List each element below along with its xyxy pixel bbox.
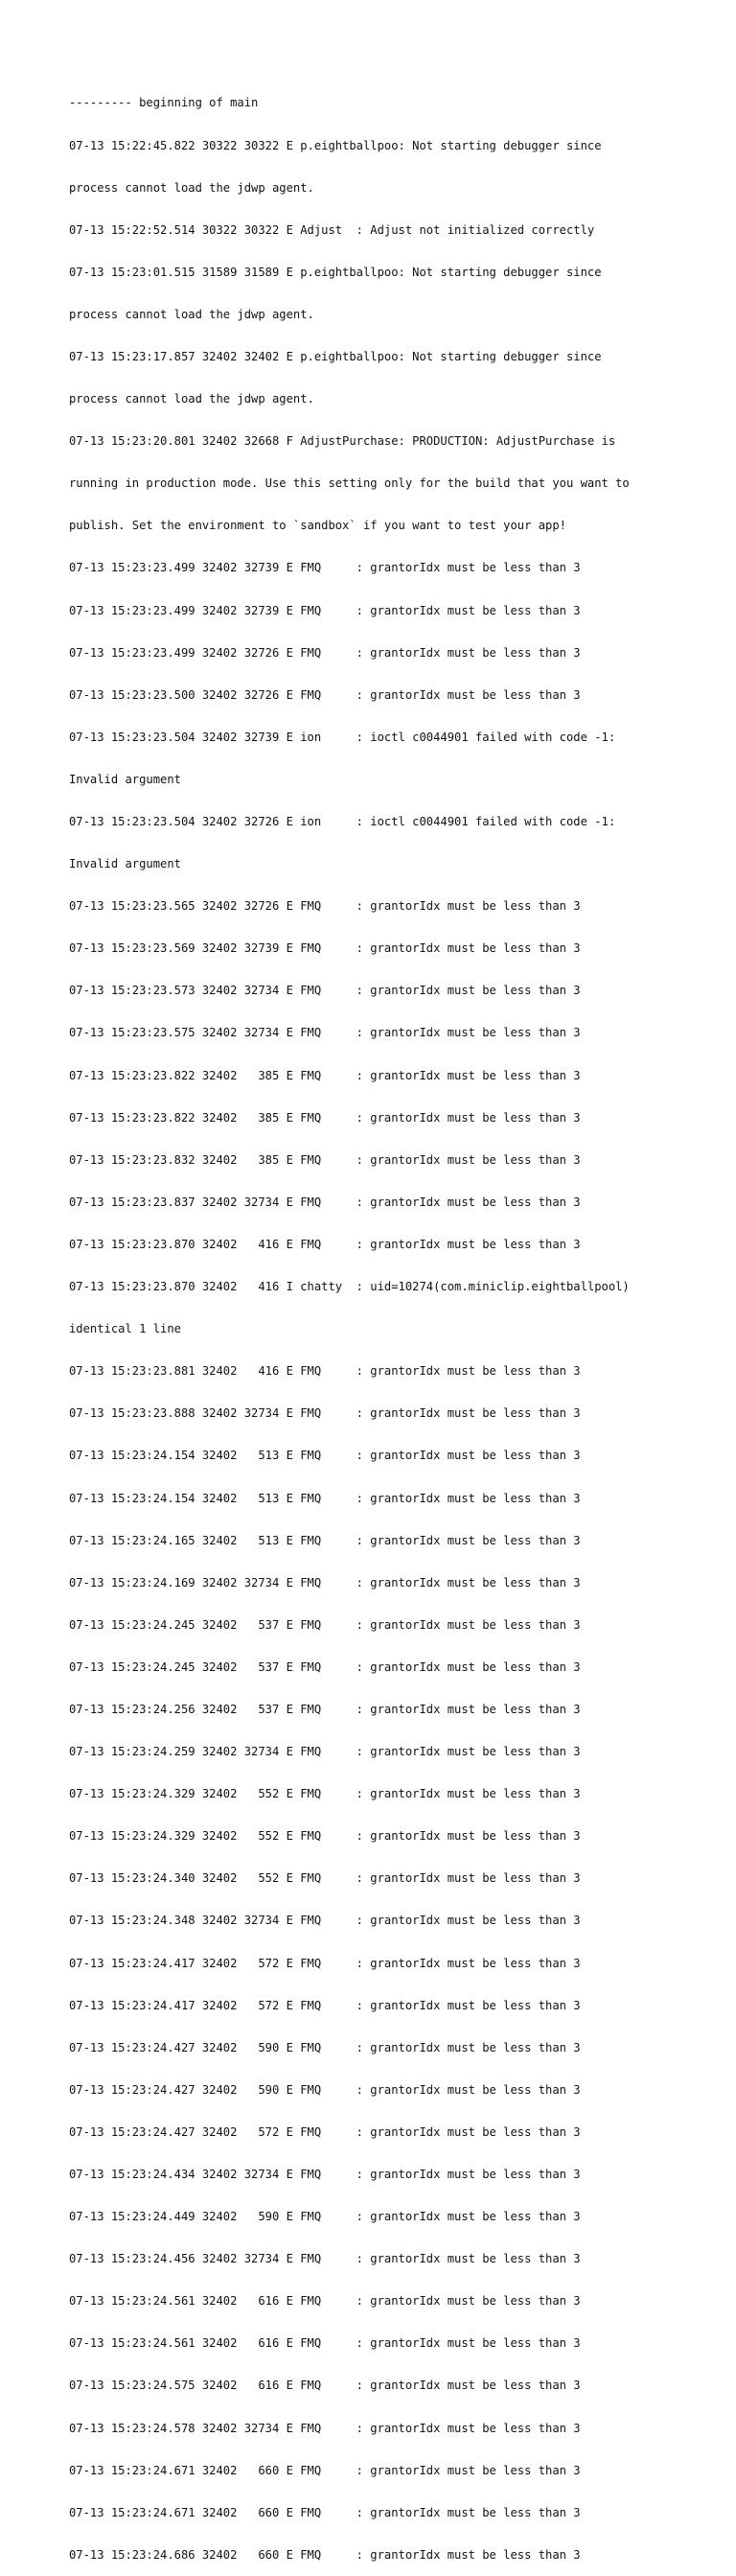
log-line: 07-13 15:23:23.499 32402 32739 E FMQ : grantorIdx must be less than 3 [69, 603, 581, 617]
log-line: 07-13 15:23:24.259 32402 32734 E FMQ : grantorIdx must be less than 3 [69, 1745, 581, 1759]
log-line: publish. Set the environment to `sandbox` if you want to test your app! [69, 519, 566, 533]
log-line: process cannot load the jdwp agent. [69, 392, 314, 406]
log-line: 07-13 15:23:23.837 32402 32734 E FMQ : grantorIdx must be less than 3 [69, 1195, 581, 1209]
log-line: 07-13 15:23:24.427 32402 572 E FMQ : grantorIdx must be less than 3 [69, 2124, 581, 2139]
log-line: process cannot load the jdwp agent. [69, 307, 314, 321]
log-line: 07-13 15:23:23.822 32402 385 E FMQ : grantorIdx must be less than 3 [69, 1110, 581, 1125]
log-line: Invalid argument [69, 857, 181, 871]
log-line: 07-13 15:23:20.801 32402 32668 F AdjustPurchase: PRODUCTION: AdjustPurchase is [69, 434, 616, 449]
log-text-block [69, 68, 682, 2576]
log-line: 07-13 15:23:24.417 32402 572 E FMQ : grantorIdx must be less than 3 [69, 1956, 581, 1970]
log-line: 07-13 15:23:24.245 32402 537 E FMQ : grantorIdx must be less than 3 [69, 1659, 581, 1674]
log-line: 07-13 15:23:24.154 32402 513 E FMQ : grantorIdx must be less than 3 [69, 1491, 581, 1505]
log-line: 07-13 15:23:24.449 32402 590 E FMQ : grantorIdx must be less than 3 [69, 2210, 581, 2224]
log-line: 07-13 15:23:24.417 32402 572 E FMQ : grantorIdx must be less than 3 [69, 1998, 581, 2012]
log-line: 07-13 15:23:24.686 32402 660 E FMQ : grantorIdx must be less than 3 [69, 2547, 581, 2562]
log-line: 07-13 15:23:24.561 32402 616 E FMQ : grantorIdx must be less than 3 [69, 2294, 581, 2309]
log-line: running in production mode. Use this setting only for the build that you want to [69, 476, 630, 491]
log-line: 07-13 15:23:23.565 32402 32726 E FMQ : grantorIdx must be less than 3 [69, 899, 581, 914]
log-line: 07-13 15:23:24.578 32402 32734 E FMQ : grantorIdx must be less than 3 [69, 2421, 581, 2435]
log-line: 07-13 15:22:52.514 30322 30322 E Adjust : Adjust not initialized correctly [69, 222, 595, 237]
log-line: 07-13 15:23:24.671 32402 660 E FMQ : grantorIdx must be less than 3 [69, 2463, 581, 2477]
log-line: 07-13 15:23:23.870 32402 416 E FMQ : grantorIdx must be less than 3 [69, 1237, 581, 1251]
log-line: 07-13 15:23:23.500 32402 32726 E FMQ : grantorIdx must be less than 3 [69, 687, 581, 702]
log-line: 07-13 15:23:23.822 32402 385 E FMQ : grantorIdx must be less than 3 [69, 1068, 581, 1082]
log-line: 07-13 15:23:24.434 32402 32734 E FMQ : grantorIdx must be less than 3 [69, 2168, 581, 2181]
log-line: 07-13 15:23:17.857 32402 32402 E p.eightballpoo: Not starting debugger since [69, 349, 602, 363]
log-line: 07-13 15:23:23.573 32402 32734 E FMQ : grantorIdx must be less than 3 [69, 984, 581, 998]
log-line: 07-13 15:23:24.329 32402 552 E FMQ : grantorIdx must be less than 3 [69, 1829, 581, 1844]
log-line: Invalid argument [69, 772, 181, 786]
log-line: process cannot load the jdwp agent. [69, 180, 314, 195]
log-line: 07-13 15:23:23.881 32402 416 E FMQ : grantorIdx must be less than 3 [69, 1364, 581, 1379]
log-line: 07-13 15:22:45.822 30322 30322 E p.eightballpoo: Not starting debugger since [69, 138, 602, 152]
log-line: 07-13 15:23:23.504 32402 32739 E ion : ioctl c0044901 failed with code -1: [69, 730, 616, 744]
log-line: 07-13 15:23:24.169 32402 32734 E FMQ : grantorIdx must be less than 3 [69, 1575, 581, 1590]
log-line: 07-13 15:23:24.671 32402 660 E FMQ : grantorIdx must be less than 3 [69, 2505, 581, 2519]
log-line: 07-13 15:23:24.154 32402 513 E FMQ : grantorIdx must be less than 3 [69, 1449, 581, 1463]
log-line: 07-13 15:23:24.575 32402 616 E FMQ : grantorIdx must be less than 3 [69, 2379, 581, 2393]
log-line: 07-13 15:23:24.561 32402 616 E FMQ : grantorIdx must be less than 3 [69, 2336, 581, 2351]
log-line: 07-13 15:23:23.504 32402 32726 E ion : ioctl c0044901 failed with code -1: [69, 815, 616, 828]
log-line: 07-13 15:23:24.456 32402 32734 E FMQ : grantorIdx must be less than 3 [69, 2252, 581, 2266]
log-line: 07-13 15:23:23.499 32402 32739 E FMQ : grantorIdx must be less than 3 [69, 561, 581, 575]
log-line: 07-13 15:23:24.245 32402 537 E FMQ : grantorIdx must be less than 3 [69, 1617, 581, 1632]
log-line: 07-13 15:23:24.165 32402 513 E FMQ : grantorIdx must be less than 3 [69, 1533, 581, 1547]
log-line: identical 1 line [69, 1322, 181, 1336]
log-line: 07-13 15:23:23.569 32402 32739 E FMQ : grantorIdx must be less than 3 [69, 941, 581, 956]
log-line: 07-13 15:23:24.256 32402 537 E FMQ : grantorIdx must be less than 3 [69, 1702, 581, 1716]
log-line: 07-13 15:23:24.427 32402 590 E FMQ : grantorIdx must be less than 3 [69, 2082, 581, 2097]
log-line: 07-13 15:23:23.499 32402 32726 E FMQ : grantorIdx must be less than 3 [69, 645, 581, 660]
log-line: 07-13 15:23:01.515 31589 31589 E p.eightballpoo: Not starting debugger since [69, 265, 602, 279]
log-line: 07-13 15:23:24.329 32402 552 E FMQ : grantorIdx must be less than 3 [69, 1787, 581, 1801]
log-line: 07-13 15:23:24.340 32402 552 E FMQ : grantorIdx must be less than 3 [69, 1871, 581, 1886]
log-line: 07-13 15:23:23.870 32402 416 I chatty : uid=10274(com.miniclip.eightballpool) [69, 1280, 630, 1294]
log-line: 07-13 15:23:23.832 32402 385 E FMQ : grantorIdx must be less than 3 [69, 1152, 581, 1167]
log-line: 07-13 15:23:24.348 32402 32734 E FMQ : grantorIdx must be less than 3 [69, 1914, 581, 1928]
log-line: --------- beginning of main [69, 96, 259, 110]
log-line: 07-13 15:23:23.888 32402 32734 E FMQ : grantorIdx must be less than 3 [69, 1406, 581, 1421]
log-line: 07-13 15:23:23.575 32402 32734 E FMQ : grantorIdx must be less than 3 [69, 1026, 581, 1040]
log-line: 07-13 15:23:24.427 32402 590 E FMQ : grantorIdx must be less than 3 [69, 2040, 581, 2054]
